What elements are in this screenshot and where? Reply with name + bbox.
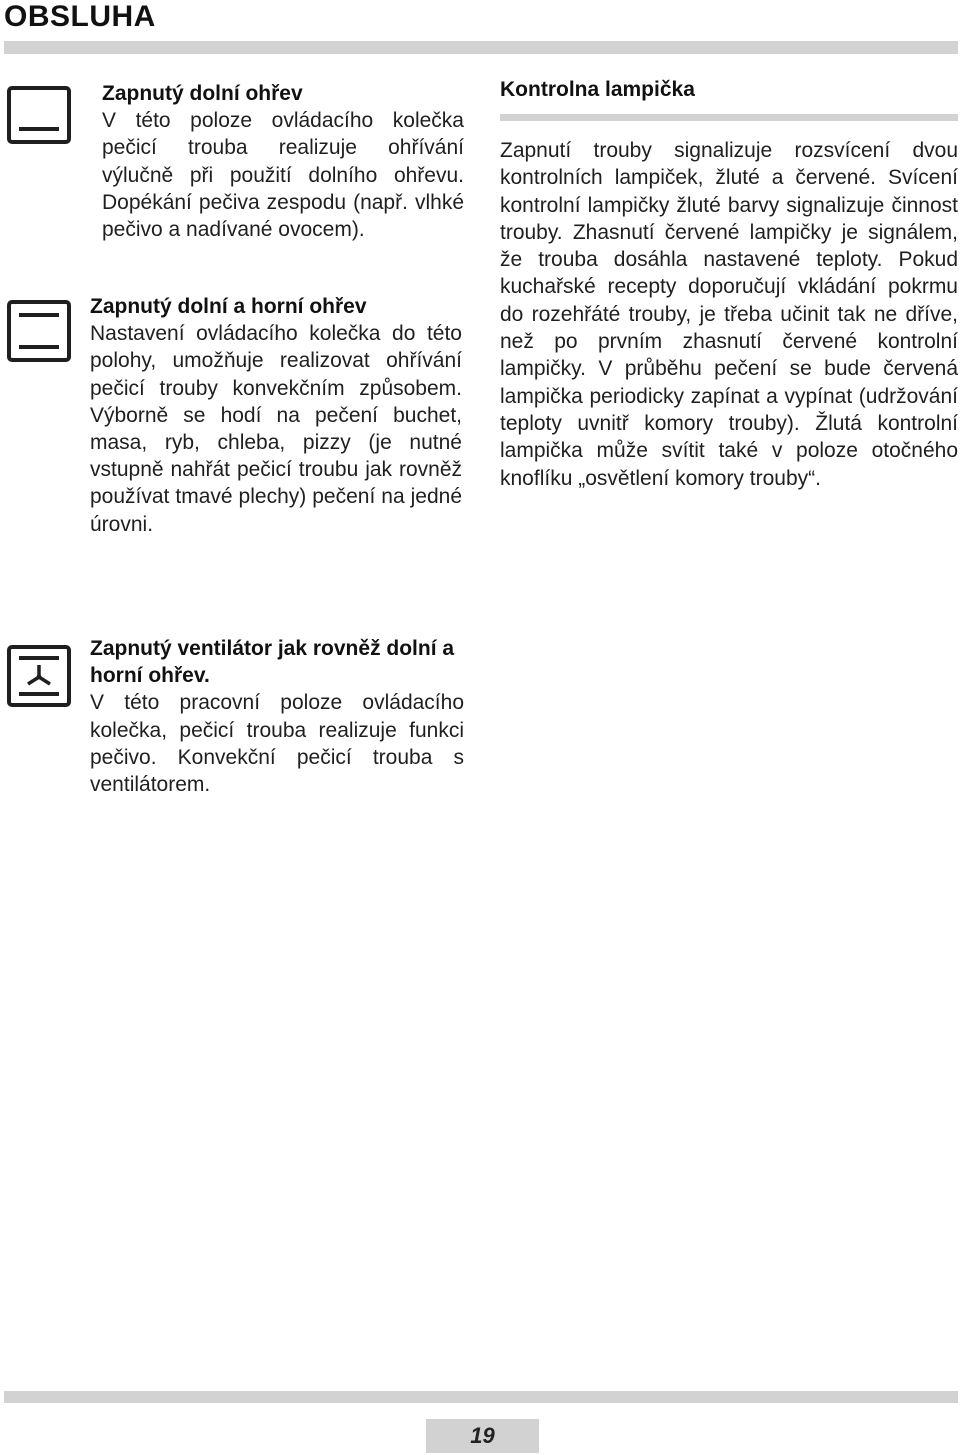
control-lamp-heading: Kontrolna lampička: [500, 78, 695, 101]
footer-divider: [4, 1391, 958, 1403]
section-bottom-heat: [102, 80, 464, 243]
control-lamp-section: [500, 76, 958, 492]
oven-top-bottom-heat-icon: [7, 300, 71, 362]
section-top-bottom-heat: [90, 293, 462, 538]
page-number: 19: [470, 1423, 495, 1448]
oven-fan-top-bottom-heat-icon: [7, 645, 71, 707]
section-fan-heat: [90, 635, 464, 798]
section-body: V této poloze ovládacího kolečka pečicí trouba realizuje ohřívání výlučně při použití dolního ohřevu. Dopékání pečiva zespodu (např. vlhké pečivo a nadívané ovocem).: [102, 109, 464, 242]
oven-bottom-heat-icon: [7, 86, 71, 144]
section-body: V této pracovní poloze ovládacího kolečka, pečicí trouba realizuje funkci pečivo. Konvekční pečicí trouba s ventilátorem.: [90, 691, 464, 797]
control-lamp-body: Zapnutí trouby signalizuje rozsvícení dvou kontrolních lampiček, žluté a červené. Svícení kontrolní lampičky žluté barvy signalizuje činnost trouby. Zhasnutí červené lampičky je signálem, že trouba dosáhla nastavené teploty. Pokud kuchařské recepty doporučují vkládání pokrmu do rozehřáté trouby, je třeba učinit tak ne dříve, než po prvním zhasnutí červené kontrolní lampičky. V průběhu pečení se bude červená lampička periodicky zapínat a vypínat (udržování teploty uvnitř komory trouby). Žlutá kontrolní lampička může svítit také v poloze otočného knoflíku „osvětlení komory trouby“.: [500, 139, 958, 490]
section-body: Nastavení ovládacího kolečka do této polohy, umožňuje realizovat ohřívání pečicí trouby konvekčním způsobem. Výborně se hodí na pečení buchet, masa, ryb, chleba, pizzy (je nutné vstupně nahřát pečicí troubu jak rovněž používat tmavé plechy) pečení na jedné úrovni.: [90, 322, 462, 536]
section-heading: Zapnutý ventilátor jak rovněž dolní a horní ohřev.: [90, 637, 455, 688]
control-lamp-divider: [500, 114, 958, 121]
title-divider: [4, 41, 958, 54]
section-heading: Zapnutý dolní ohřev: [102, 82, 303, 105]
page-number-box: [426, 1419, 539, 1453]
section-heading: Zapnutý dolní a horní ohřev: [90, 295, 367, 318]
page-title: OBSLUHA: [4, 0, 156, 33]
